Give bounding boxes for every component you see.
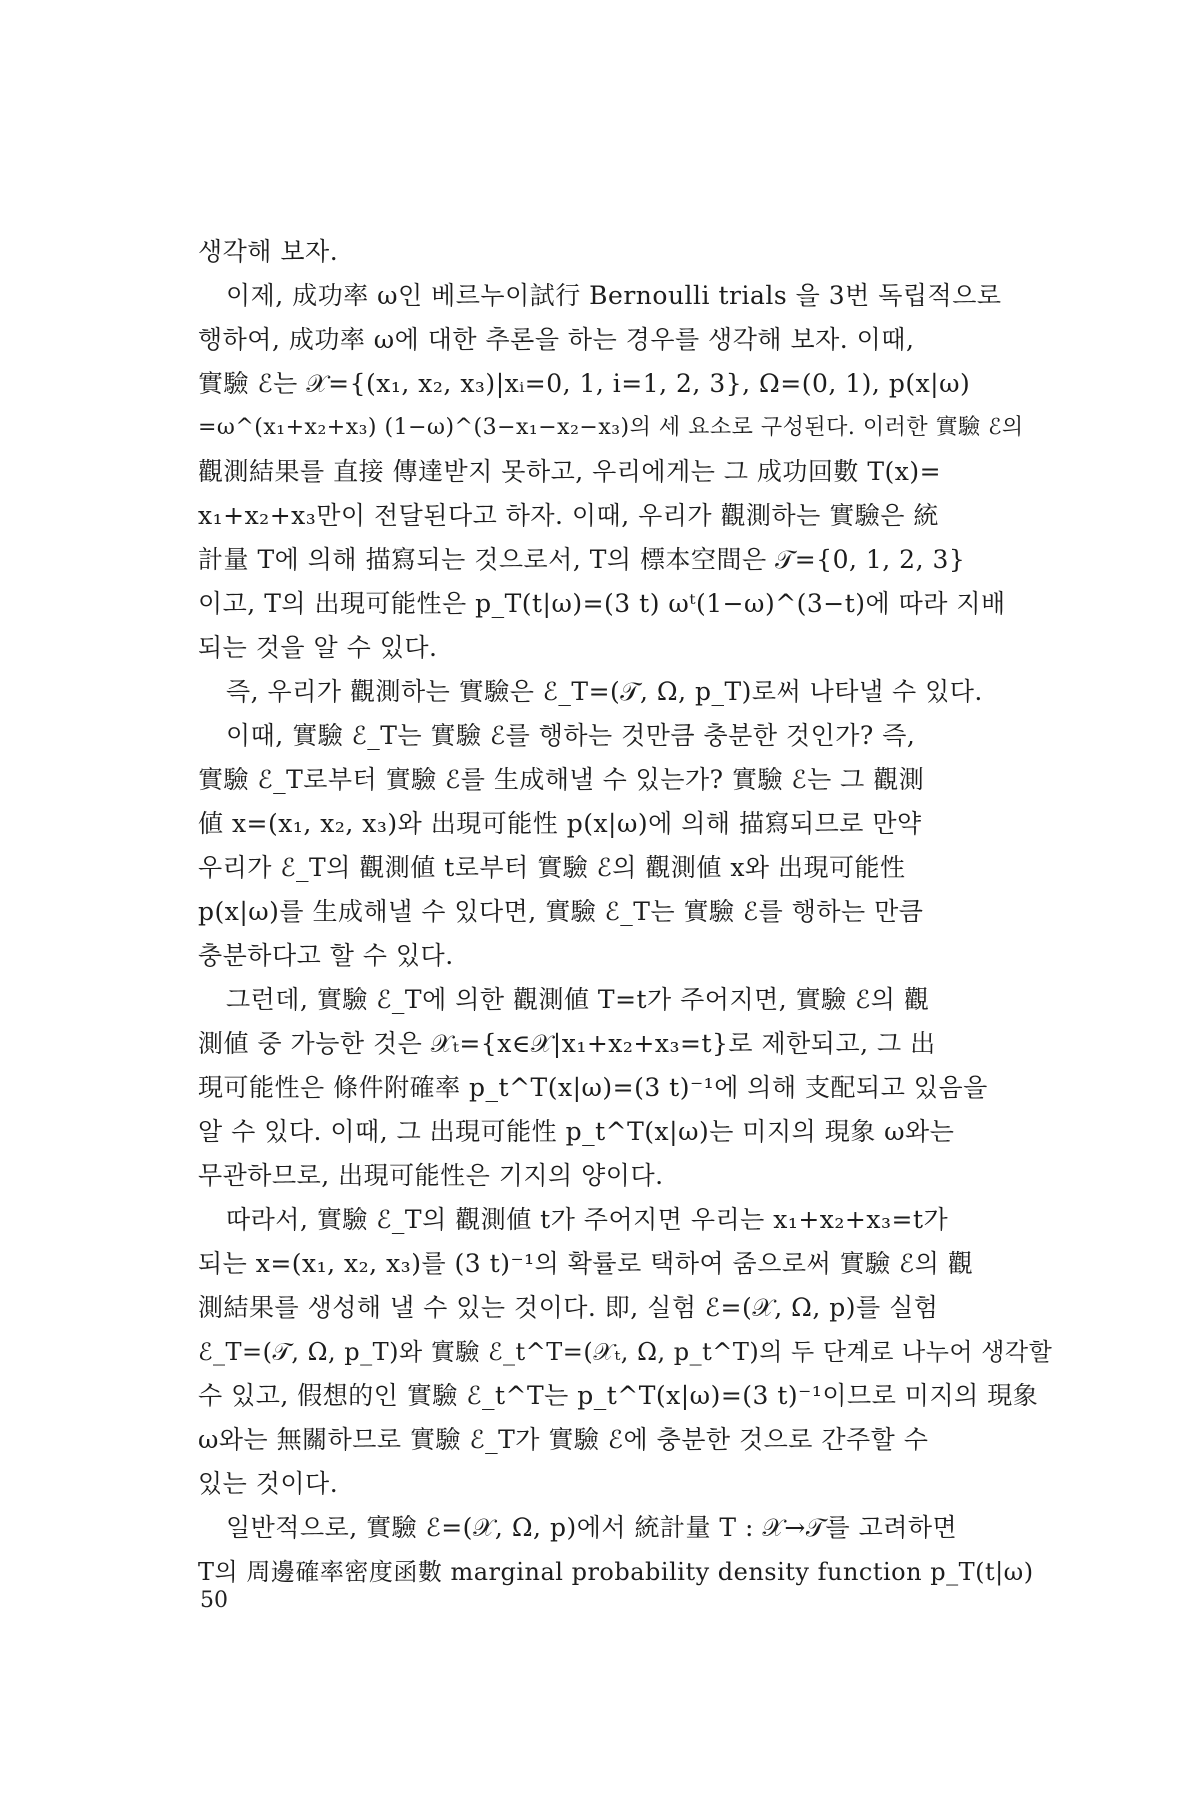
text-line: 무관하므로, 出現可能性은 기지의 양이다. — [198, 1161, 664, 1190]
text-line: 이때, 實驗 ℰ_T는 實驗 ℰ를 행하는 것만큼 충분한 것인가? 즉, — [226, 721, 916, 750]
text-line: 따라서, 實驗 ℰ_T의 觀測値 t가 주어지면 우리는 x₁+x₂+x₃=t가 — [226, 1205, 949, 1234]
text-line: ω와는 無關하므로 實驗 ℰ_T가 實驗 ℰ에 충분한 것으로 간주할 수 — [198, 1425, 929, 1454]
text-line: 우리가 ℰ_T의 觀測値 t로부터 實驗 ℰ의 觀測値 x와 出現可能性 — [198, 853, 906, 882]
text-line: 測値 중 가능한 것은 𝒳ₜ={x∈𝒳|x₁+x₂+x₃=t}로 제한되고, 그 出 — [198, 1029, 936, 1058]
text-line: 現可能性은 條件附確率 p_t^T(x|ω)=(3 t)⁻¹에 의해 支配되고 있음을 — [198, 1073, 988, 1102]
text-line: 알 수 있다. 이때, 그 出現可能性 p_t^T(x|ω)는 미지의 現象 ω와는 — [198, 1117, 955, 1146]
text-line: 충분하다고 할 수 있다. — [198, 941, 454, 970]
page-number: 50 — [200, 1588, 228, 1613]
text-line: 그런데, 實驗 ℰ_T에 의한 觀測値 T=t가 주어지면, 實驗 ℰ의 觀 — [226, 985, 930, 1014]
text-line: ℰ_T=(𝒯, Ω, p_T)와 實驗 ℰ_t^T=(𝒳ₜ, Ω, p_t^T)의 두 단계로 나누어 생각할 — [198, 1338, 1053, 1366]
text-line: 計量 T에 의해 描寫되는 것으로서, T의 標本空間은 𝒯={0, 1, 2, 3} — [198, 545, 966, 574]
text-line: 觀測結果를 直接 傳達받지 못하고, 우리에게는 그 成功回數 T(x)= — [198, 457, 942, 486]
text-line: p(x|ω)를 生成해낼 수 있다면, 實驗 ℰ_T는 實驗 ℰ를 행하는 만큼 — [198, 897, 924, 926]
text-line: 수 있고, 假想的인 實驗 ℰ_t^T는 p_t^T(x|ω)=(3 t)⁻¹이므로 미지의 現象 — [198, 1381, 1039, 1410]
text-line: 되는 x=(x₁, x₂, x₃)를 (3 t)⁻¹의 확률로 택하여 줌으로써 實驗 ℰ의 觀 — [198, 1249, 974, 1278]
text-line: 즉, 우리가 觀測하는 實驗은 ℰ_T=(𝒯, Ω, p_T)로써 나타낼 수 있다. — [226, 677, 983, 706]
text-line: x₁+x₂+x₃만이 전달된다고 하자. 이때, 우리가 觀測하는 實驗은 統 — [198, 501, 939, 530]
text-line: 되는 것을 알 수 있다. — [198, 633, 438, 662]
text-line: 생각해 보자. — [198, 237, 339, 266]
text-line: 이제, 成功率 ω인 베르누이試行 Bernoulli trials 을 3번 독립적으로 — [226, 281, 1002, 310]
text-line: T의 周邊確率密度函數 marginal probability density function p_T(t|ω) — [198, 1558, 1034, 1586]
text-line: 測結果를 생성해 낼 수 있는 것이다. 即, 실험 ℰ=(𝒳, Ω, p)를 실험 — [198, 1293, 939, 1322]
text-line: 행하여, 成功率 ω에 대한 추론을 하는 경우를 생각해 보자. 이때, — [198, 325, 915, 354]
text-line: 이고, T의 出現可能性은 p_T(t|ω)=(3 t) ωᵗ(1−ω)^(3−t)에 따라 지배 — [198, 589, 1006, 618]
text-line: 實驗 ℰ_T로부터 實驗 ℰ를 生成해낼 수 있는가? 實驗 ℰ는 그 觀測 — [198, 765, 925, 794]
text-line: 値 x=(x₁, x₂, x₃)와 出現可能性 p(x|ω)에 의해 描寫되므로 만약 — [198, 809, 922, 838]
text-line: 있는 것이다. — [198, 1469, 339, 1498]
text-line: 일반적으로, 實驗 ℰ=(𝒳, Ω, p)에서 統計量 T : 𝒳→𝒯를 고려하면 — [226, 1513, 958, 1542]
text-line: =ω^(x₁+x₂+x₃) (1−ω)^(3−x₁−x₂−x₃)의 세 요소로 구성된다. 이러한 實驗 ℰ의 — [198, 415, 1024, 440]
body-text — [198, 230, 1058, 1594]
text-line: 實驗 ℰ는 𝒳={(x₁, x₂, x₃)|xᵢ=0, 1, i=1, 2, 3}, Ω=(0, 1), p(x|ω) — [198, 369, 971, 398]
